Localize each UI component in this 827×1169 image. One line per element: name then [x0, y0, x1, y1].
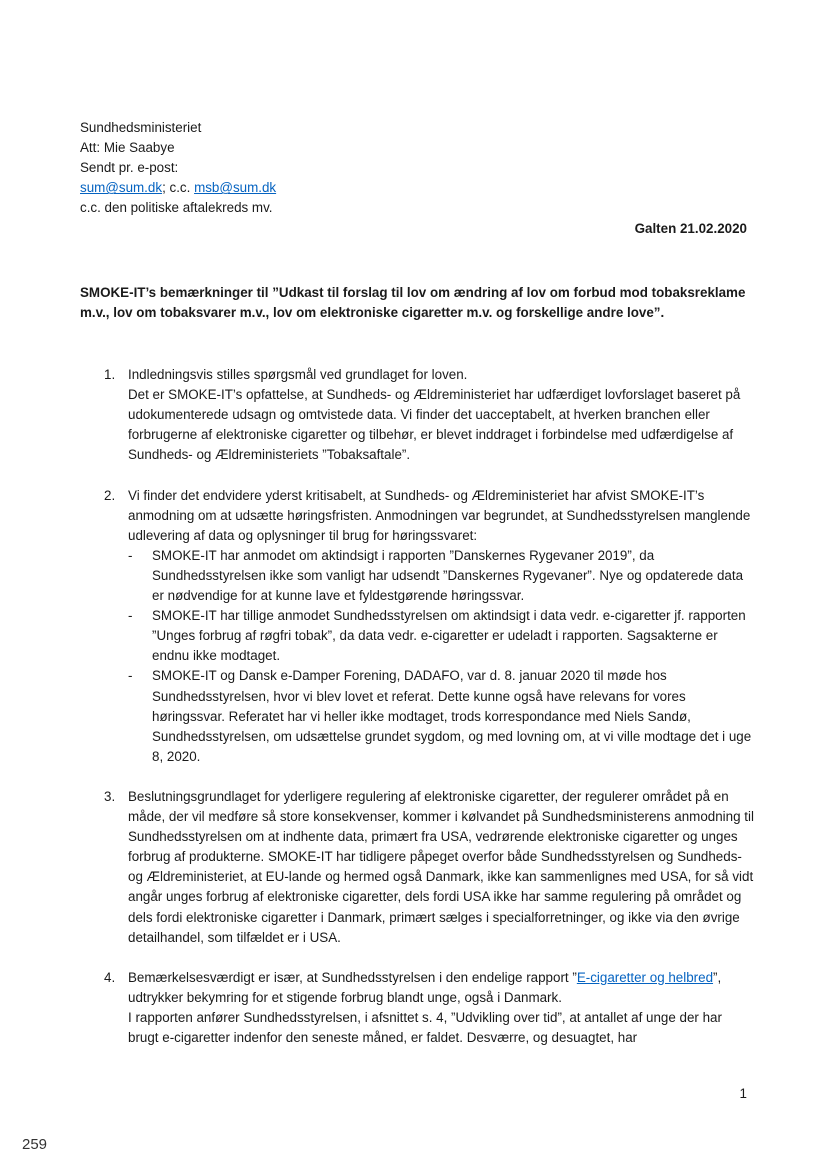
- letter-title: SMOKE-IT’s bemærkninger til ”Udkast til forslag til lov om ændring af lov om forbud mod tobaksreklame m.v., lov om tobaksvarer m.v., lov om elektroniske cigaretter m.v. og forskellige andre love”.: [80, 285, 746, 321]
- recipient-att: Att: Mie Saabye: [80, 140, 175, 156]
- item-paragraph: Beslutningsgrundlaget for yderligere regulering af elektroniske cigaretter, der regulerer området på en måde, der vil medføre så store konsekvenser, kommer i kølvandet på Sundhedsministerens anmodning til Sundhedsstyrelsen om at indhente data, primært fra USA, vedrørende elektroniske cigaretter og unges forbrug af produkterne. SMOKE-IT har tidligere påpeget overfor både Sundhedsstyrelsen og Sundheds- og Ældreministeriet, at EU-lande og hermed også Danmark, ikke kan sammenlignes med USA, for så vidt angår unges forbrug af elektroniske cigaretter, dels fordi USA ikke har samme regulering på området og dels fordi elektroniske cigaretter i Danmark, primært sælges i specialforretninger, og ikke via den øvrige detailhandel, som tilfældet er i USA.: [128, 788, 754, 945]
- recipient-name: Sundhedsministeriet: [80, 120, 202, 135]
- email-separator: ; c.c.: [162, 180, 195, 196]
- email-link-sum[interactable]: sum@sum.dk: [80, 180, 163, 196]
- sub-bullet: [128, 666, 755, 766]
- paragraph-text: ”, udtrykker bekymring for et stigende forbrug blandt unge, også i Danmark.: [128, 969, 722, 1005]
- recipient-cc: c.c. den politiske aftalekreds mv.: [80, 200, 273, 216]
- email-link-msb[interactable]: msb@sum.dk: [194, 180, 277, 196]
- item-paragraph: I rapporten anfører Sundhedsstyrelsen, i afsnittet s. 4, ”Udvikling over tid”, at antallet af unge der har brugt e-cigaretter indenfor den seneste måned, er faldet. Desværre, og desuagtet, har: [128, 1010, 722, 1046]
- list-number: 3.: [104, 788, 116, 804]
- recipient-block: [80, 118, 750, 218]
- list-item-4: [80, 968, 755, 1048]
- recipient-emails: [80, 178, 750, 198]
- list-item-3: [80, 787, 755, 948]
- item-paragraph: [128, 968, 755, 1008]
- item-paragraph: Det er SMOKE-IT’s opfattelse, at Sundheds- og Ældreministeriet har udfærdiget lovforslaget baseret på udokumenterede udsagn og omtvistede data. Vi finder det uacceptabelt, at hverken branchen eller forbrugerne af elektroniske cigaretter og tilbehør, er blevet inddraget i forbindelse med udfærdigelse af Sundheds- og Ældreministeriets ”Tobaksaftale”.: [128, 387, 741, 463]
- sub-bullet-text: SMOKE-IT har anmodet om aktindsigt i rapporten ”Danskernes Rygevaner 2019”, da Sundhedsstyrelsen ikke som vanligt har udsendt ”Danskernes Rygevaner”. Nye og opdaterede data er nødvendige for at kunne lave et fyldestgørende høringssvar.: [152, 547, 744, 604]
- dash-bullet: -: [128, 547, 133, 563]
- sub-bullet: [128, 546, 755, 606]
- dash-bullet: -: [128, 608, 133, 624]
- list-number: 4.: [104, 969, 116, 985]
- sub-bullet-text: SMOKE-IT og Dansk e-Damper Forening, DADAFO, var d. 8. januar 2020 til møde hos Sundhedsstyrelsen, hvor vi blev lovet et referat. Dette kunne også have relevans for vores høringssvar. Referatet har vi heller ikke modtaget, trods korrespondance med Niels Sandø, Sundhedsstyrelsen, om udsættelse grundet sygdom, og med lovning om, at vi ville modtage det i uge 8, 2020.: [152, 668, 752, 764]
- list-number: 2.: [104, 487, 116, 503]
- dash-bullet: -: [128, 668, 133, 684]
- numbered-list: [80, 365, 755, 1068]
- report-link[interactable]: E-cigaretter og helbred: [576, 969, 714, 985]
- document-page-counter: 259: [22, 1136, 48, 1153]
- list-item-1: [80, 365, 755, 465]
- paragraph-text: Bemærkelsesværdigt er især, at Sundhedsstyrelsen i den endelige rapport ”: [128, 969, 577, 985]
- list-item-2: [80, 486, 755, 767]
- list-number: 1.: [104, 367, 116, 382]
- letter-date: Galten 21.02.2020: [634, 221, 747, 236]
- page-number: 1: [739, 1086, 747, 1101]
- item-paragraph: Indledningsvis stilles spørgsmål ved grundlaget for loven.: [128, 367, 468, 382]
- item-paragraph: Vi finder det endvidere yderst kritisabelt, at Sundheds- og Ældreministeriet har afvist SMOKE-IT’s anmodning om at udsætte høringsfristen. Anmodningen var begrundet, at Sundhedsstyrelsen manglende udlevering af data og oplysninger til brug for høringssvaret:: [128, 487, 751, 543]
- sub-bullet: [128, 606, 755, 666]
- recipient-sent-via: Sendt pr. e-post:: [80, 160, 179, 176]
- sub-bullet-text: SMOKE-IT har tillige anmodet Sundhedsstyrelsen om aktindsigt i data vedr. e-cigaretter jf. rapporten ”Unges forbrug af røgfri tobak”, da data vedr. e-cigaretter er udeladt i rapporten. Sagsakterne er endnu ikke modtaget.: [152, 608, 746, 664]
